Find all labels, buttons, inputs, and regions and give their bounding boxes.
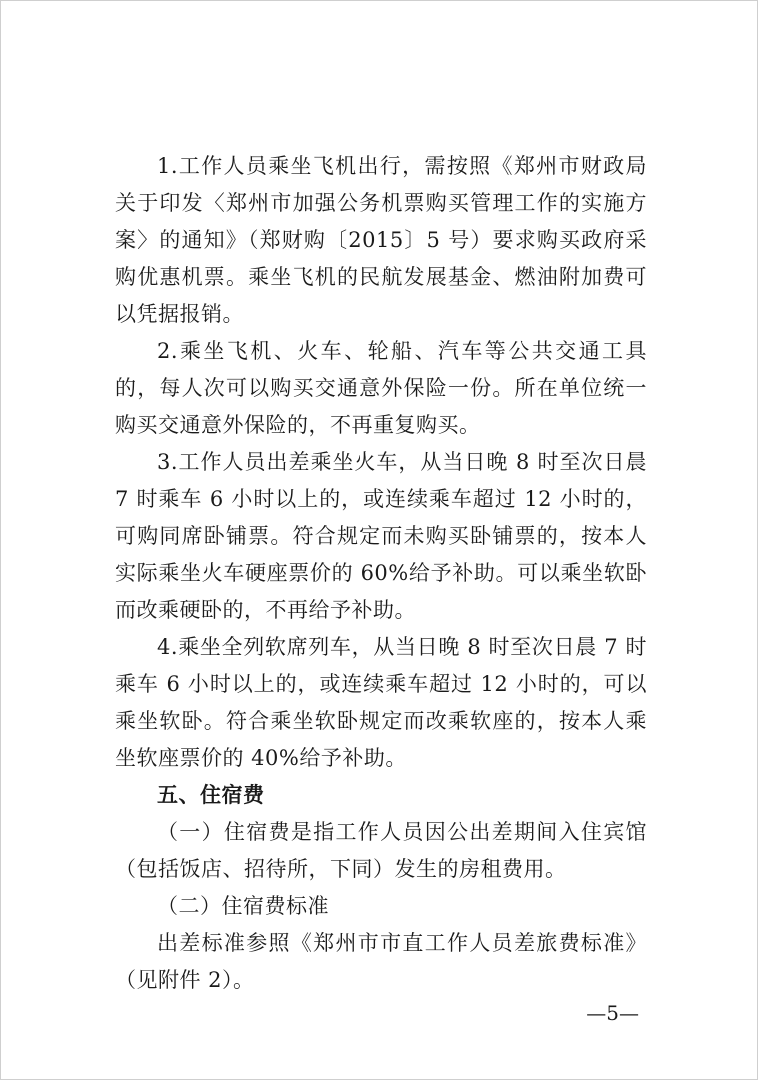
page-number: —5— — [586, 1001, 639, 1025]
paragraph-accommodation-standard: 出差标准参照《郑州市市直工作人员差旅费标准》（见附件 2）。 — [115, 931, 647, 992]
paragraph-airfare: 1.工作人员乘坐飞机出行，需按照《郑州市财政局关于印发〈郑州市加强公务机票购买管理工作的实施方案〉的通知》（郑财购〔2015〕5 号）要求购买政府采购优惠机票。乘坐飞机的民航发展基金、燃油附加费可以凭据报销。 — [115, 154, 647, 326]
paragraph-insurance: 2.乘坐飞机、火车、轮船、汽车等公共交通工具的，每人次可以购买交通意外保险一份。所在单位统一购买交通意外保险的，不再重复购买。 — [115, 339, 647, 437]
paragraph-soft-seat-train: 4.乘坐全列软席列车，从当日晚 8 时至次日晨 7 时乘车 6 小时以上的，或连续乘车超过 12 小时的，可以乘坐软卧。符合乘坐软卧规定而改乘软座的，按本人乘坐软座票价的 40%给予补助。 — [115, 635, 647, 770]
paragraph-accommodation-standard-title: （二）住宿费标准 — [157, 894, 329, 918]
document-body — [115, 148, 647, 999]
section-heading-accommodation: 五、住宿费 — [157, 783, 265, 807]
paragraph-train-sleeper: 3.工作人员出差乘坐火车，从当日晚 8 时至次日晨 7 时乘车 6 小时以上的，或连续乘车超过 12 小时的，可购同席卧铺票。符合规定而未购买卧铺票的，按本人实际乘坐火车硬座票价的 60%给予补助。可以乘坐软卧而改乘硬卧的，不再给予补助。 — [115, 450, 647, 622]
paragraph-accommodation-definition: （一）住宿费是指工作人员因公出差期间入住宾馆（包括饭店、招待所，下同）发生的房租费用。 — [115, 820, 647, 881]
